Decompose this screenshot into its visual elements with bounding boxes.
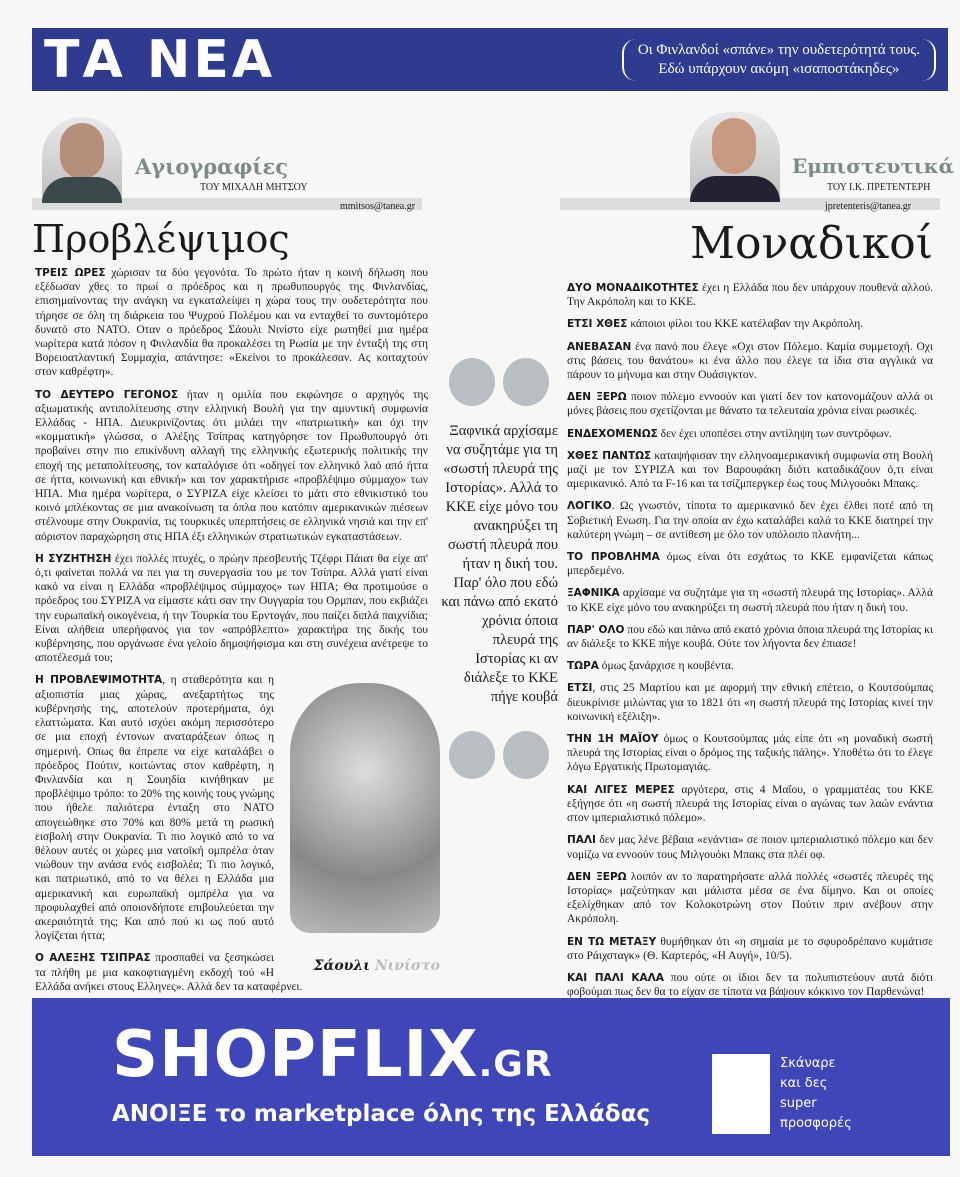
paragraph: ΔΕΝ ΞΕΡΩ λοιπόν αν το παρατηρήσατε αλλά πολλές «σωστές πλευρές της Ιστορίας» μαζεύτηκαν και μάλιστα μέσα σε ένα δίμηνο. Και οι οποίες εξελίχθηκαν από τον Κολοκοτρώνη στον Πούτιν πριν ανέβουν στην Ακρόπολη. [567,870,933,926]
paragraph: ΑΝΕΒΑΣΑΝ ένα πανό που έλεγε «Οχι στον Πόλεμο. Καμία συμμετοχή. Οχι στις βάσεις του θανάτου» κι ένα άλλο που έλεγε τα ίδια στα αγγλικά να πάρουν το μήνυμα και στην Ουάσιγκτον. [567,340,933,382]
paragraph: Η ΣΥΖΗΤΗΣΗ έχει πολλές πτυχές, ο πρώην πρεσβευτής Τζέφρι Πάιατ θα είχε απ' ό,τι φαίνεται πολλά να πει για τη συνεργασία του με τον Τσίπρα. Αλλά γιατί είναι κακό να είναι η Ελλάδα «προβλέψιμος σύμμαχος» των ΗΠΑ; Θα προτιμούσε ο πρόεδρος του ΣΥΡΙΖΑ να είμαστε κάτι σαν την Ουγγαρία του Ορμπαν, που εκβιάζει την ευρωπαϊκή οικογένεια, ή την Τουρκία του Ερντογάν, που παίζει διπλά παιχνίδια; Είναι αλήθεια υπερήφανος για τον «απρόβλεπτο» χαρακτήρα της δικής του κυβέρνησης, που οργάνωσε ένα γελοίο δημοψήφισμα και στη συνέχεια ανέτρεψε το αποτέλεσμά του; [35,552,429,665]
close-quote-icon [440,731,558,779]
pull-quote: Ξαφνικά αρχίσαμε να συζητάμε για τη «σωστή πλευρά της Ιστορίας». Αλλά το ΚΚΕ είχε μόνο του ανακηρύξει τη σωστή πλευρά που ήταν η δική του. Παρ' όλο που εδώ και πάνω από εκατό χρόνια όποια πλευρά της Ιστορίας κι αν διάλεξε το ΚΚΕ πήγε κουβά [440,358,558,795]
author-photo [42,117,122,203]
qr-code-icon[interactable] [712,1054,770,1134]
paragraph: ΚΑΙ ΛΙΓΕΣ ΜΕΡΕΣ αργότερα, στις 4 Μαΐου, ο γραμματέας του ΚΚΕ εξήγησε ότι «η σωστή πλευρά της Ιστορίας είναι ο αγώνας των λαών ενάντια στον ιμπεριαλιστικό πόλεμο». [567,783,933,825]
column-name: Αγιογραφίες [135,154,289,179]
paragraph: ΔΥΟ ΜΟΝΑΔΙΚΟΤΗΤΕΣ έχει η Ελλάδα που δεν υπάρχουν πουθενά αλλού. Την Ακρόπολη και το ΚΚΕ. [567,282,934,309]
paragraph: ΕΤΣΙ ΧΘΕΣ κάποιοι φίλοι του ΚΚΕ κατέλαβαν την Ακρόπολη. [567,318,864,331]
paragraph: ΚΑΙ ΠΑΛΙ ΚΑΛΑ που ούτε οι ίδιοι δεν τα πολυπιστεύουν αυτά διότι φοβούμαι πως δεν θα το είχαν σε τίποτα να βάψουν κόκκινο τον Παρθενώνα! [567,971,933,999]
byline: ΤΟΥ Ι.Κ. ΠΡΕΤΕΝΤΕΡΗ [827,182,931,193]
paragraph: ΧΘΕΣ ΠΑΝΤΩΣ καταψήφισαν την ελληνοαμερικανική συμφωνία στη Βουλή μαζί με τον ΣΥΡΙΖΑ και τον Βαρουφάκη διότι καταδικάζουν ό,τι είναι αμερικανικό. Από τα F-16 και τα τσίζμπεργκερ έως τους Μιλγουόκι Μπακς. [567,449,933,491]
open-quote-icon [440,358,558,406]
portrait-illustration [280,673,440,973]
paragraph: ΠΑΛΙ δεν μας λένε βέβαια «ενάντια» σε ποιον ιμπεριαλιστικό πόλεμο και δεν νομίζω να εννοούν τους Μιλγουόκι Μπακς στα πλέι οφ. [567,834,933,861]
paragraph: ΤΩΡΑ όμως ξανάρχισε η κουβέντα. [567,660,734,673]
paragraph: ΠΑΡ' ΟΛΟ που εδώ και πάνω από εκατό χρόνια όποια πλευρά της Ιστορίας κι αν διάλεξε το ΚΚΕ πήγε κουβά. Ούτε τον λήγοντα δεν έπιασε! [567,623,933,651]
paragraph: ΕΝ ΤΩ ΜΕΤΑΞΥ θυμήθηκαν ότι «η σημαία με το σφυροδρέπανο κυμάτισε στο Ράιχσταγκ» (Θ. Καρτερός, «Η Αυγή», 10/5). [567,935,934,962]
author-email: mmitsos@tanea.gr [340,201,416,212]
paragraph: Η ΠΡΟΒΛΕΨΙΜΟΤΗΤΑ, η σταθερότητα και η αξιοπιστία μιας χώρας, ανεξαρτήτως της κυβέρνησής της, αποτελούν προτερήματα, όχι ελαττώματα. Και αυτό ισχύει ακόμη περισσότερο σε μια εποχή έντονων αναταράξεων όπως η σημερινή. Οπως θα έπρεπε να είχε καταλάβει ο πρόεδρος Πούτιν, κοιτώντας στον καθρέφτη, η Φινλανδία και η Σουηδία κινήθηκαν με προβλέψιμο τρόπο: το 20% της κοινής τους γνώμης που ήθελε παλιότερα ένταξη στο ΝΑΤΟ απογειώθηκε στο 70% και 80% μετά τη ρωσική εισβολή στην Ουκρανία. Τι πιο λογικό από το να θέλουν αυτές οι χώρες μια νατοϊκή ομπρέλα όταν νιώθουν την ανάσα ενός εισβολέα; Τι πιο λογικό, και πατριωτικό, από το να θέλει η Ελλάδα μια αμερικανική και ευρωπαϊκή ομπρέλα για να προφυλαχθεί από οποιονδήποτε επιβουλεύεται την ακεραιότητά της; Και από πού κι ως πού αυτό λογίζεται ήττα; [35,674,274,943]
right-article [567,281,933,1007]
paragraph: ΛΟΓΙΚΟ. Ως γνωστόν, τίποτα το αμερικανικό δεν έχει έλθει ποτέ από τη Σοβιετική Ενωση. Για την οποία αν έχω καταλάβει καλά το ΚΚΕ διατηρεί την καλύτερη γνώμη – σε αντίθεση με όλο τον υπόλοιπο πλανήτη... [567,500,933,541]
qr-caption: Σκάναρε και δες super προσφορές [780,1056,852,1131]
shopflix-ad[interactable] [32,998,950,1156]
author-email: jpretenteris@tanea.gr [825,201,912,212]
left-article [35,266,440,993]
headline: Προβλέψιμος [32,217,290,261]
paragraph: ΤΗΝ 1Η ΜΑΪΟΥ όμως ο Κουτσούμπας μάς είπε ότι «η μοναδική σωστή πλευρά της Ιστορίας είναι ο δρόμος της ταξικής πάλης». Υποθέτω ότι το έλεγε λόγω Εργατικής Πρωτομαγιάς. [567,733,934,774]
headline: Μοναδικοί [690,218,933,269]
portrait-caption: Σάουλι Νινίστο [313,958,440,975]
paragraph: ΤΡΕΙΣ ΩΡΕΣ χώρισαν τα δύο γεγονότα. Το πρώτο ήταν η κοινή δήλωση που εξέδωσαν χθες το πρωί ο πρόεδρος και η πρωθυπουργός της Φινλανδίας, επισημαίνοντας την ανάγκη να εγκαταλείψει η χώρα τους την ουδετερότητα που τήρησε σε όλη τη διάρκεια του Ψυχρού Πολέμου και να ενταχθεί το συντομότερο δυνατό στο ΝΑΤΟ. Οταν ο πρόεδρος Σάουλι Νινίστο είχε ρωτηθεί μια ημέρα νωρίτερα κατά πόσον η Φινλανδία θα προκαλέσει τη Ρωσία με την ένταξή της στη Βορειοατλαντική Συμμαχία, απάντησε: «Εκείνοι το προκάλεσαν. Ας κοιταχτούν στον καθρέφτη». [35,267,429,379]
newspaper-logo: ΤΑ ΝΕΑ [44,29,276,90]
paragraph: ΞΑΦΝΙΚΑ αρχίσαμε να συζητάμε για τη «σωστή πλευρά της Ιστορίας». Αλλά το ΚΚΕ είχε μόνο του ανακηρύξει τη σωστή πλευρά που ήταν η δική του. [567,587,933,614]
paragraph: ΤΟ ΔΕΥΤΕΡΟ ΓΕΓΟΝΟΣ ήταν η ομιλία που εκφώνησε ο αρχηγός της αξιωματικής αντιπολίτευσης στην ελληνική Βουλή για την αμυντική συμφωνία Ελλάδας - ΗΠΑ. Διευκρινίζοντας ότι μιλάει την «πατριωτική» και όχι την «κομματική» γλώσσα, ο Αλέξης Τσίπρας κατηγόρησε τον Πρωθυπουργό ότι προβαίνει στην πιο επικίνδυνη αλλαγή της ελληνικής εξωτερικής πολιτικής την εποχή της μεταπολίτευσης, τον καταλόγισε ότι «οδηγεί τον ελληνικό λαό από ήττα σε ήττα, κοινωνική και εθνική» και τον χαρακτήρισε «προβλέψιμο σύμμαχο» των ΗΠΑ. Μια ημέρα νωρίτερα, ο ΣΥΡΙΖΑ είχε κλείσει το μάτι στο εθνικιστικό του κοινό μπλέκοντας σε μια ανακοίνωση τα όπλα που κατόπιν αμερικανικών πιέσεων στέλνουμε στην Ουκρανία, τις τουρκικές υπερπτήσεις σε ελληνικά νησιά και την επ' αόριστον παραχώρηση στις ΗΠΑ έξι ελληνικών στρατιωτικών εγκαταστάσεων. [35,388,429,543]
column-name: Εμπιστευτικά [792,154,954,178]
ad-brand-logo: SHOPFLIX.GR [112,1018,553,1092]
paragraph: Ο ΑΛΕΞΗΣ ΤΣΙΠΡΑΣ προσπαθεί να ξεσηκώσει τα πλήθη με μια κακοφτιαγμένη εκδοχή τού «Η Ελλάδα ανήκει στους Ελληνες». Αλλά δεν τα καταφέρνει. [35,952,303,993]
paragraph: ΕΤΣΙ, στις 25 Μαρτίου και με αφορμή την εθνική επέτειο, ο Κουτσούμπας διευκρίνισε μιλώντας για το 1821 ότι «η σωστή πλευρά της Ιστορίας κινεί την κοινωνική εξέλιξη». [567,682,933,723]
paragraph: ΕΝΔΕΧΟΜΕΝΩΣ δεν έχει υποπέσει στην αντίληψη των συντρόφων. [567,427,892,440]
paragraph: ΔΕΝ ΞΕΡΩ ποιον πόλεμο εννοούν και γιατί δεν τον κατονομάζουν αλλά οι μόνες βάσεις που σχετίζονται με θάνατο τα τελευταία χρόνια είναι ρωσικές. [567,391,933,418]
author-photo [690,112,780,202]
paragraph: ΤΟ ΠΡΟΒΛΗΜΑ όμως είναι ότι εσχάτως το ΚΚΕ εμφανίζεται κάπως μπερδεμένο. [567,551,933,578]
byline: ΤΟΥ ΜΙΧΑΛΗ ΜΗΤΣΟΥ [200,182,308,193]
ad-slogan: ΑΝΟΙΞΕ το marketplace όλης της Ελλάδας [112,1101,651,1127]
masthead [32,28,948,91]
masthead-tagline: Οι Φινλανδοί «σπάνε» την ουδετερότητά τους. Εδώ υπάρχουν ακόμη «ισαποστάκηδες» [622,39,936,81]
